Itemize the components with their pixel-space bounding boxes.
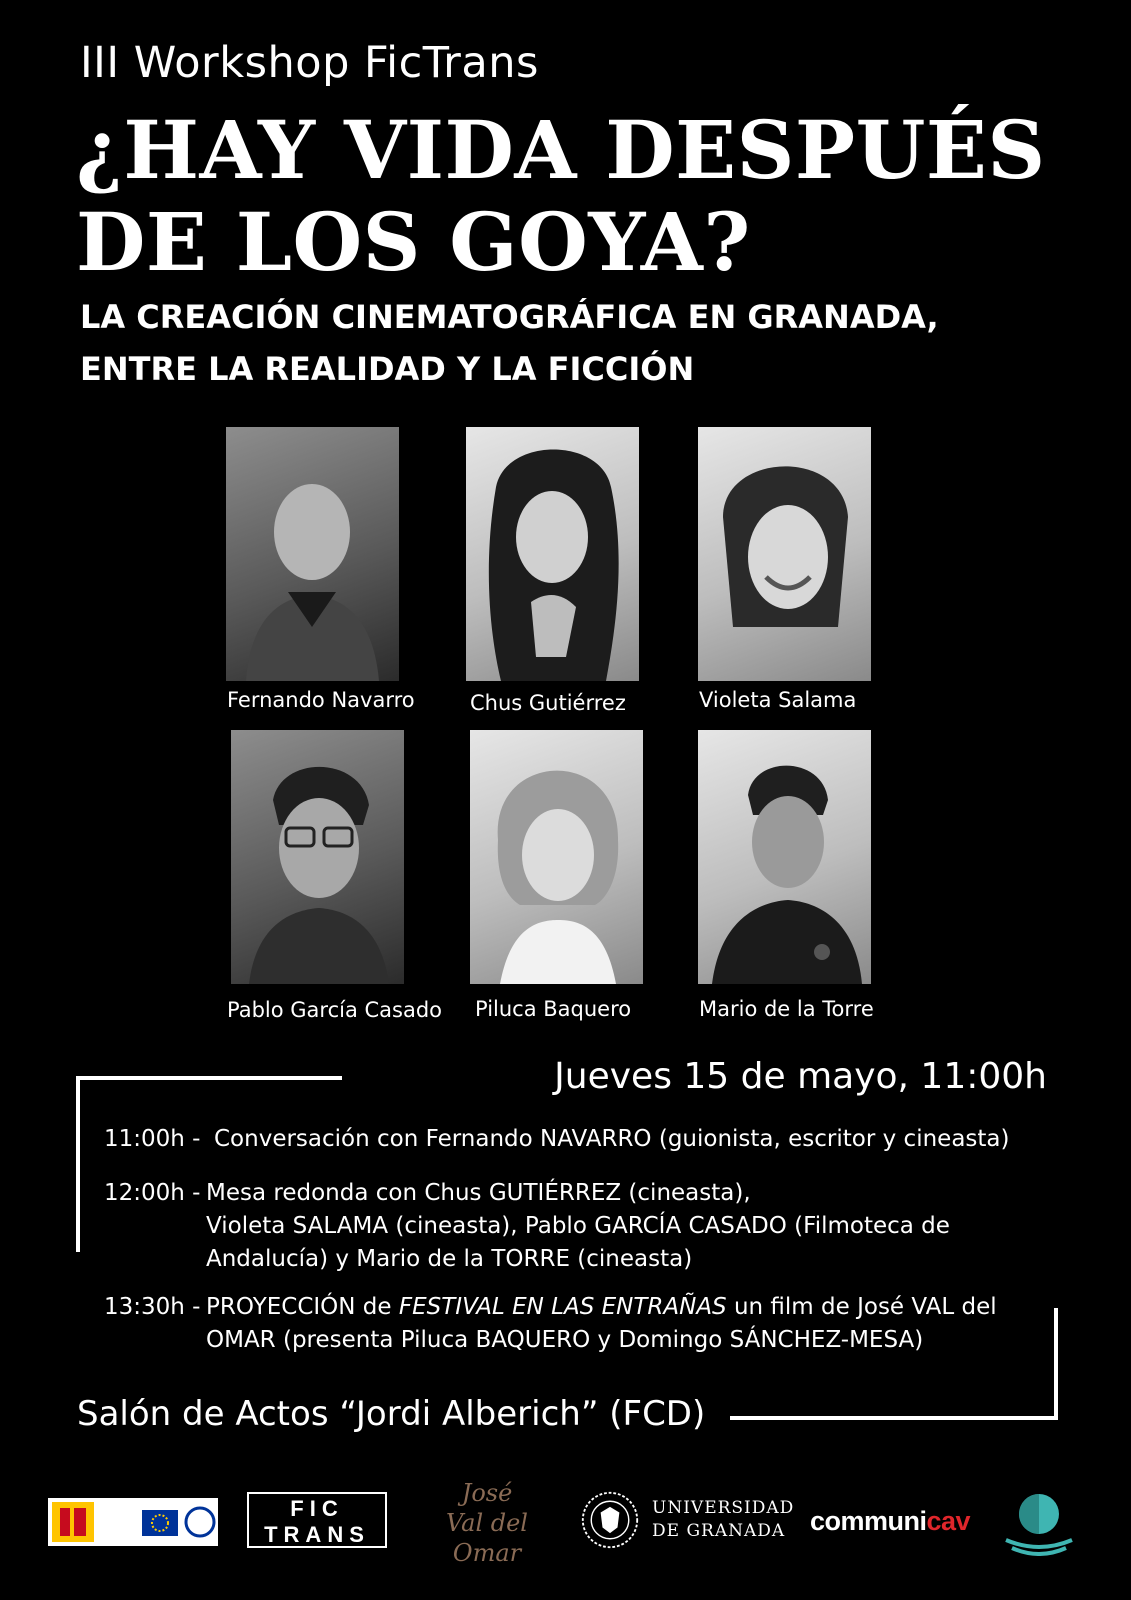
schedule-description-line: Andalucía) y Mario de la TORRE (cineasta) xyxy=(206,1246,693,1272)
speaker-name: Mario de la Torre xyxy=(699,997,874,1021)
speaker-photo-violeta-salama xyxy=(698,427,871,681)
frame-top-line xyxy=(76,1076,342,1080)
portrait-placeholder-icon xyxy=(226,427,399,681)
faculty-emblem-icon xyxy=(1000,1490,1078,1556)
schedule-description-line: OMAR (presenta Piluca BAQUERO y Domingo SÁNCHEZ-MESA) xyxy=(206,1327,924,1353)
schedule-text: PROYECCIÓN de xyxy=(206,1294,399,1320)
ministerio-logo xyxy=(48,1498,218,1546)
portrait-placeholder-icon xyxy=(466,427,639,681)
schedule-item xyxy=(104,1177,1044,1277)
event-date: Jueves 15 de mayo, 11:00h xyxy=(554,1056,1047,1097)
communicav-logo-part1: communi xyxy=(810,1506,927,1536)
film-title: FESTIVAL EN LAS ENTRAÑAS xyxy=(398,1294,727,1320)
ugr-logo-line2: DE GRANADA xyxy=(652,1521,786,1541)
speaker-name: Piluca Baquero xyxy=(475,997,632,1021)
portrait-placeholder-icon xyxy=(231,730,404,984)
val-del-omar-logo-line2: Val del Omar xyxy=(446,1509,528,1567)
schedule-description-line: Mesa redonda con Chus GUTIÉRREZ (cineasta), xyxy=(206,1180,751,1206)
schedule-description-line: Violeta SALAMA (cineasta), Pablo GARCÍA CASADO (Filmoteca de xyxy=(206,1213,950,1239)
frame-left-line xyxy=(76,1076,80,1252)
communicav-logo-part2: cav xyxy=(926,1506,971,1536)
schedule-description: Conversación con Fernando NAVARRO (guionista, escritor y cineasta) xyxy=(214,1126,1010,1152)
portrait-placeholder-icon xyxy=(470,730,643,984)
val-del-omar-logo xyxy=(412,1478,562,1567)
poster-subtitle-line-2: ENTRE LA REALIDAD Y LA FICCIÓN xyxy=(80,350,695,388)
speaker-photo-mario-de-la-torre xyxy=(698,730,871,984)
schedule-text: un film de José VAL del xyxy=(726,1294,997,1320)
schedule-time: 11:00h - xyxy=(104,1126,201,1152)
speaker-name: Pablo García Casado xyxy=(227,998,443,1022)
portrait-placeholder-icon xyxy=(698,730,871,984)
frame-bottom-line xyxy=(730,1416,1058,1420)
speaker-name: Fernando Navarro xyxy=(227,688,415,712)
schedule-item xyxy=(104,1291,1044,1361)
communicav-logo xyxy=(810,1506,970,1537)
poster-title-line-1: ¿HAY VIDA DESPUÉS xyxy=(76,103,1046,197)
poster-subtitle-line-1: LA CREACIÓN CINEMATOGRÁFICA EN GRANADA, xyxy=(80,298,939,336)
val-del-omar-logo-line1: José xyxy=(461,1479,513,1507)
workshop-kicker: III Workshop FicTrans xyxy=(80,38,539,88)
schedule-item xyxy=(104,1123,1044,1163)
university-seal-icon xyxy=(580,1490,640,1550)
frame-right-line xyxy=(1054,1308,1058,1420)
fictrans-logo-line1: FIC xyxy=(290,1496,344,1521)
speaker-photo-pablo-garcia-casado xyxy=(231,730,404,984)
schedule-description-line xyxy=(206,1291,997,1324)
ugr-logo-line1: UNIVERSIDAD xyxy=(652,1498,795,1518)
speaker-photo-fernando-navarro xyxy=(226,427,399,681)
fictrans-logo xyxy=(247,1492,387,1548)
speaker-photo-piluca-baquero xyxy=(470,730,643,984)
faculty-logo xyxy=(1000,1490,1078,1556)
speaker-name: Chus Gutiérrez xyxy=(470,691,626,715)
spain-eu-emblem-icon xyxy=(48,1498,218,1546)
poster-title-line-2: DE LOS GOYA? xyxy=(76,195,751,289)
portrait-placeholder-icon xyxy=(698,427,871,681)
speaker-photo-chus-gutierrez xyxy=(466,427,639,681)
schedule-time: 12:00h - xyxy=(104,1180,201,1206)
event-venue: Salón de Actos “Jordi Alberich” (FCD) xyxy=(77,1394,706,1434)
schedule-time: 13:30h - xyxy=(104,1294,201,1320)
speaker-name: Violeta Salama xyxy=(699,688,857,712)
fictrans-logo-line2: TRANS xyxy=(264,1522,370,1547)
universidad-de-granada-logo xyxy=(580,1490,795,1554)
